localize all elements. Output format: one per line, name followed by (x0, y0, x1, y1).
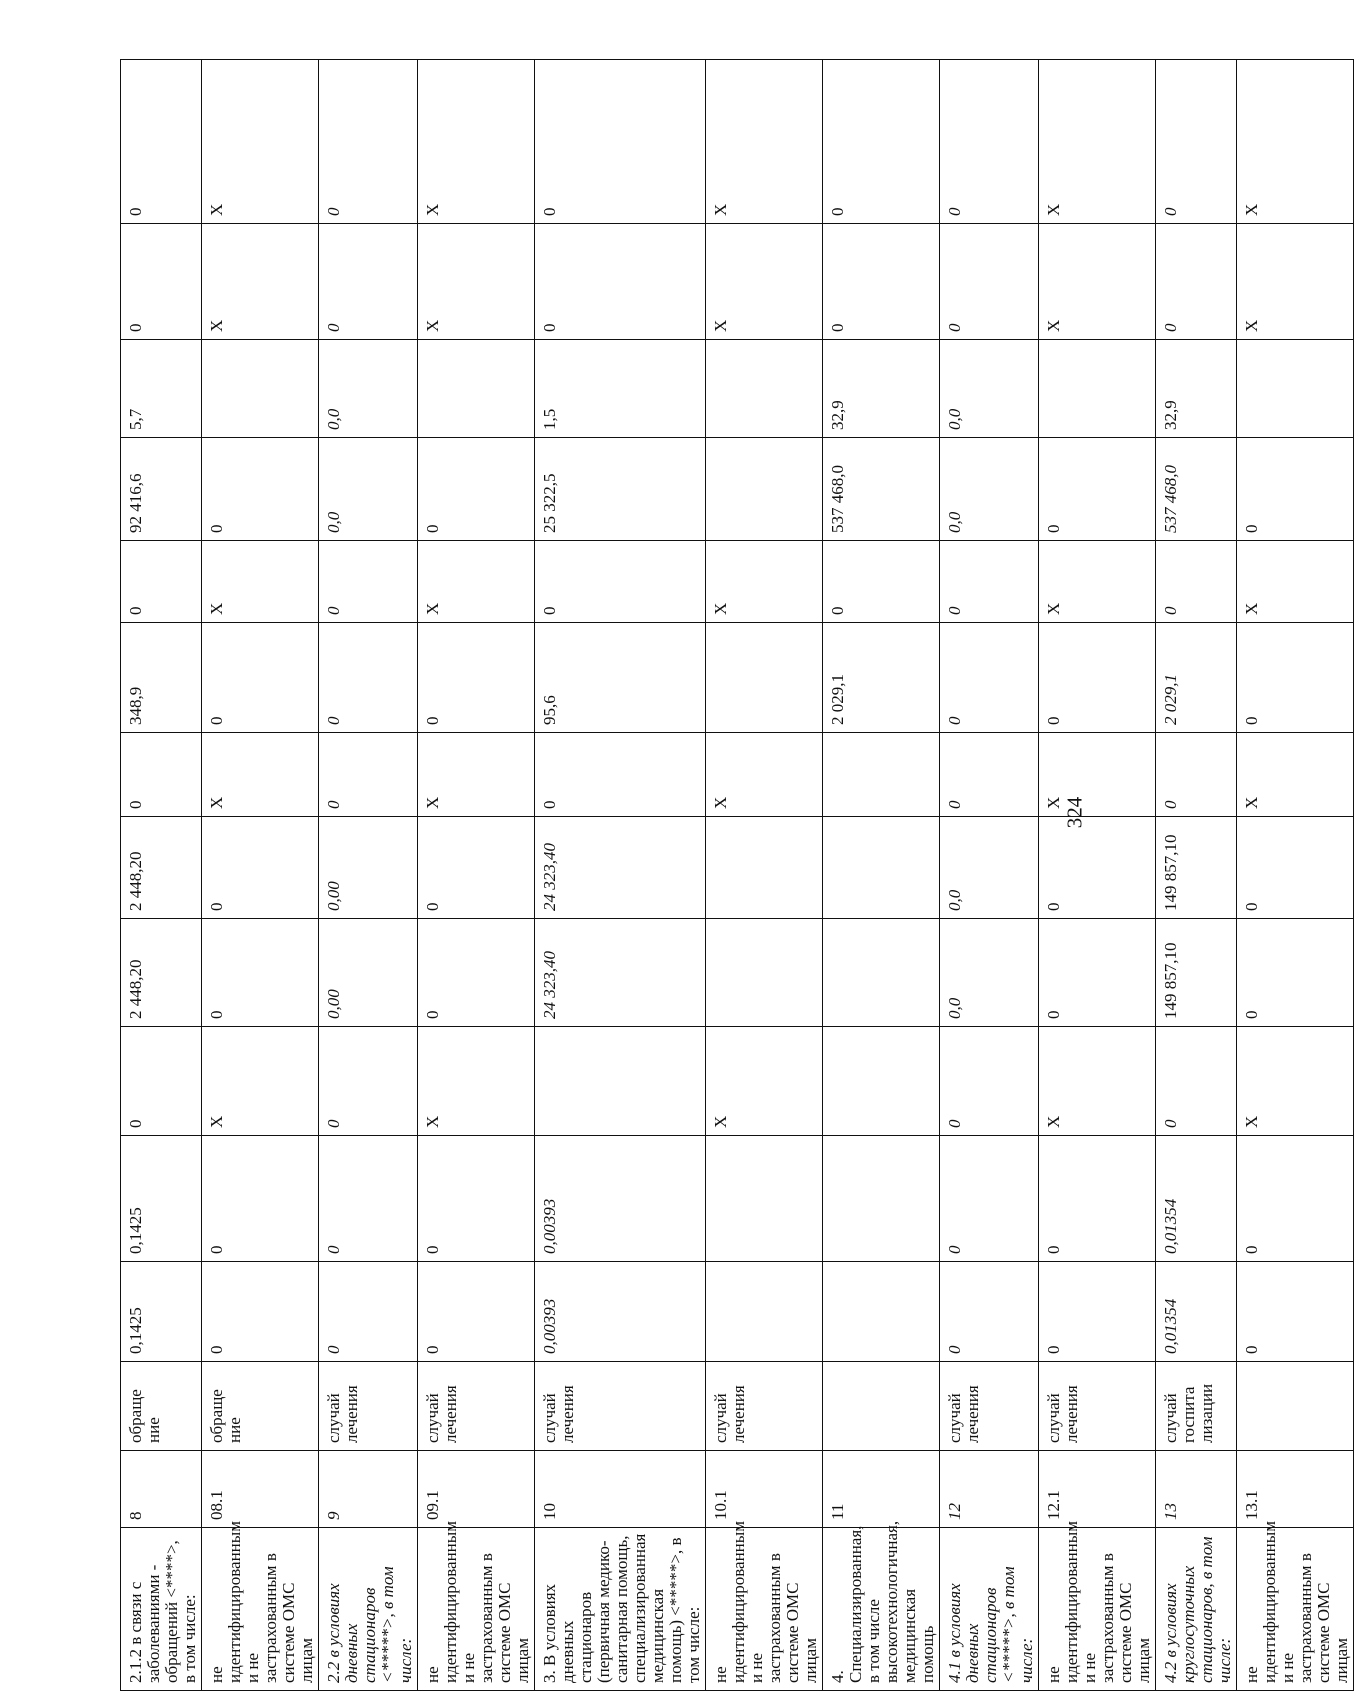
value-cell: 5,7 (121, 340, 202, 438)
value-cell: 537 468,0 (1156, 438, 1237, 541)
value-cell: X (1237, 541, 1354, 623)
value-cell: 0 (940, 1027, 1039, 1136)
value-cell (706, 438, 823, 541)
value-cell: 0 (1156, 60, 1237, 224)
value-cell: X (202, 1027, 319, 1136)
table-row (1237, 60, 1354, 1691)
table-row (823, 60, 940, 1691)
value-cell: 0 (1039, 623, 1156, 733)
value-cell: 92 416,6 (121, 438, 202, 541)
value-cell (202, 340, 319, 438)
value-cell: X (418, 733, 535, 817)
row-label-cell: 2.2 в условиях дневных стационаров <*****>, в том числе: (319, 1528, 418, 1691)
unit-cell: обраще ние (121, 1362, 202, 1451)
value-cell: 0,1425 (121, 1136, 202, 1262)
value-cell: 0 (121, 60, 202, 224)
value-cell: X (706, 60, 823, 224)
value-cell: X (706, 1027, 823, 1136)
value-cell: 0 (940, 623, 1039, 733)
value-cell: 0 (1156, 1027, 1237, 1136)
row-label-cell: 4.2 в условиях круглосуточных стационаров, в том числе: (1156, 1528, 1237, 1691)
value-cell: 0,01354 (1156, 1262, 1237, 1362)
value-cell: 0 (1039, 1262, 1156, 1362)
value-cell (823, 919, 940, 1027)
unit-cell (823, 1362, 940, 1451)
value-cell: X (1039, 60, 1156, 224)
unit-cell (1237, 1362, 1354, 1451)
page-number (1055, 776, 1095, 846)
row-number-cell: 13.1 (1237, 1451, 1354, 1528)
value-cell: 0 (535, 224, 706, 340)
value-cell (823, 1136, 940, 1262)
value-cell: 0 (418, 1262, 535, 1362)
value-cell (706, 1262, 823, 1362)
value-cell: 0,00393 (535, 1136, 706, 1262)
value-cell: 95,6 (535, 623, 706, 733)
value-cell: 0 (319, 541, 418, 623)
value-cell: X (706, 733, 823, 817)
value-cell: X (1039, 1027, 1156, 1136)
unit-cell: случай лечения (706, 1362, 823, 1451)
unit-cell: обраще ние (202, 1362, 319, 1451)
value-cell: 149 857,10 (1156, 817, 1237, 919)
value-cell: 0,0 (940, 340, 1039, 438)
value-cell: X (706, 541, 823, 623)
value-cell: 0,00 (319, 919, 418, 1027)
unit-cell: случай лечения (418, 1362, 535, 1451)
value-cell (1039, 340, 1156, 438)
value-cell: 0 (940, 224, 1039, 340)
value-cell: 0 (319, 1262, 418, 1362)
table-row (121, 60, 202, 1691)
value-cell: 0 (940, 733, 1039, 817)
table-body (121, 60, 1354, 1691)
value-cell (1237, 340, 1354, 438)
table-row (940, 60, 1039, 1691)
value-cell: X (418, 541, 535, 623)
value-cell (823, 733, 940, 817)
value-cell (535, 1027, 706, 1136)
value-cell: 0 (1039, 438, 1156, 541)
unit-cell: случай лечения (319, 1362, 418, 1451)
value-cell: X (1237, 1027, 1354, 1136)
value-cell: 0 (202, 623, 319, 733)
value-cell: 0 (319, 1027, 418, 1136)
value-cell: 0 (1039, 919, 1156, 1027)
table-row (535, 60, 706, 1691)
value-cell: 0 (202, 919, 319, 1027)
value-cell: 0 (319, 623, 418, 733)
unit-cell: случай лечения (535, 1362, 706, 1451)
value-cell: 0 (823, 224, 940, 340)
value-cell: 0 (823, 541, 940, 623)
value-cell: 0 (202, 817, 319, 919)
value-cell (823, 1262, 940, 1362)
value-cell: 0,00393 (535, 1262, 706, 1362)
value-cell: 2 029,1 (1156, 623, 1237, 733)
data-table (120, 59, 1354, 1691)
unit-cell: случай лечения (1039, 1362, 1156, 1451)
table-row (202, 60, 319, 1691)
value-cell: 0 (1039, 817, 1156, 919)
value-cell: 0 (1237, 1136, 1354, 1262)
value-cell (706, 623, 823, 733)
value-cell (706, 340, 823, 438)
value-cell: 0 (940, 541, 1039, 623)
value-cell: 24 323,40 (535, 817, 706, 919)
value-cell: 0 (319, 224, 418, 340)
value-cell (823, 817, 940, 919)
value-cell: X (1237, 224, 1354, 340)
row-label-cell: не идентифицированным и не застрахованным в системе ОМС лицам (1039, 1528, 1156, 1691)
value-cell: 0 (1156, 224, 1237, 340)
value-cell: 0,0 (319, 340, 418, 438)
row-label-cell: не идентифицированным и не застрахованным в системе ОМС лицам (202, 1528, 319, 1691)
value-cell: 0,0 (319, 438, 418, 541)
row-number-cell: 10 (535, 1451, 706, 1528)
value-cell: 0 (418, 1136, 535, 1262)
value-cell: 25 322,5 (535, 438, 706, 541)
value-cell: 0,0 (940, 817, 1039, 919)
row-number-cell: 10.1 (706, 1451, 823, 1528)
value-cell: 537 468,0 (823, 438, 940, 541)
value-cell: X (1039, 541, 1156, 623)
value-cell: 0 (121, 733, 202, 817)
value-cell (706, 1136, 823, 1262)
value-cell: 0 (940, 1262, 1039, 1362)
value-cell: 0,01354 (1156, 1136, 1237, 1262)
value-cell: 0 (823, 60, 940, 224)
value-cell: 0 (1156, 733, 1237, 817)
value-cell: 32,9 (1156, 340, 1237, 438)
value-cell: X (1039, 224, 1156, 340)
value-cell: 0 (418, 623, 535, 733)
value-cell: X (202, 224, 319, 340)
row-number-cell: 11 (823, 1451, 940, 1528)
row-label-cell: не идентифицированным и не застрахованным в системе ОМС лицам (706, 1528, 823, 1691)
value-cell: 0 (535, 733, 706, 817)
value-cell: 0 (1237, 1262, 1354, 1362)
value-cell: 0 (1237, 817, 1354, 919)
table-row (1039, 60, 1156, 1691)
row-number-cell: 8 (121, 1451, 202, 1528)
value-cell: X (1237, 733, 1354, 817)
table-row (1156, 60, 1237, 1691)
value-cell: 0,0 (940, 438, 1039, 541)
value-cell (706, 817, 823, 919)
row-label-cell: 4. Специализированная, в том числе высокотехнологичная, медицинская помощь (823, 1528, 940, 1691)
row-label-cell: 2.1.2 в связи с заболеваниями - обращений <****>, в том числе: (121, 1528, 202, 1691)
value-cell (706, 919, 823, 1027)
value-cell: 0 (1156, 541, 1237, 623)
value-cell: 0 (535, 541, 706, 623)
value-cell: 0 (418, 817, 535, 919)
row-number-cell: 12 (940, 1451, 1039, 1528)
value-cell: 32,9 (823, 340, 940, 438)
value-cell (823, 1027, 940, 1136)
value-cell: 0 (202, 438, 319, 541)
value-cell: 0 (202, 1262, 319, 1362)
value-cell: 0 (418, 919, 535, 1027)
value-cell: 0 (1237, 438, 1354, 541)
value-cell: X (418, 224, 535, 340)
row-label-cell: не идентифицированным и не застрахованным в системе ОМС лицам (1237, 1528, 1354, 1691)
value-cell (418, 340, 535, 438)
value-cell: X (1039, 733, 1156, 817)
value-cell: 0 (1039, 1136, 1156, 1262)
value-cell: 1,5 (535, 340, 706, 438)
value-cell: 0,00 (319, 817, 418, 919)
value-cell: 0,0 (940, 919, 1039, 1027)
value-cell: X (418, 1027, 535, 1136)
value-cell: 0 (319, 733, 418, 817)
row-number-cell: 12.1 (1039, 1451, 1156, 1528)
value-cell: 0 (121, 541, 202, 623)
value-cell: 0 (940, 1136, 1039, 1262)
row-number-cell: 13 (1156, 1451, 1237, 1528)
value-cell: 149 857,10 (1156, 919, 1237, 1027)
page-number-text: 324 (1062, 796, 1087, 829)
value-cell: X (202, 541, 319, 623)
row-label-cell: не идентифицированным и не застрахованным в системе ОМС лицам (418, 1528, 535, 1691)
value-cell: 0 (121, 224, 202, 340)
value-cell: 24 323,40 (535, 919, 706, 1027)
value-cell: X (418, 60, 535, 224)
value-cell: 0 (1237, 623, 1354, 733)
value-cell: 0 (121, 1027, 202, 1136)
value-cell: 0 (1237, 919, 1354, 1027)
value-cell: X (202, 60, 319, 224)
value-cell: X (706, 224, 823, 340)
row-number-cell: 9 (319, 1451, 418, 1528)
value-cell: 2 448,20 (121, 817, 202, 919)
value-cell: 2 029,1 (823, 623, 940, 733)
value-cell: 2 448,20 (121, 919, 202, 1027)
unit-cell: случай лечения (940, 1362, 1039, 1451)
value-cell: 0 (418, 438, 535, 541)
value-cell: 0 (202, 1136, 319, 1262)
row-number-cell: 08.1 (202, 1451, 319, 1528)
table-row (418, 60, 535, 1691)
row-label-cell: 4.1 в условиях дневных стационаров <*****>, в том числе: (940, 1528, 1039, 1691)
value-cell: 0 (940, 60, 1039, 224)
value-cell: 0 (535, 60, 706, 224)
unit-cell: случай госпита лизации (1156, 1362, 1237, 1451)
value-cell: 348,9 (121, 623, 202, 733)
value-cell: X (202, 733, 319, 817)
value-cell: 0,1425 (121, 1262, 202, 1362)
row-label-cell: 3. В условиях дневных стационаров (первичная медико-санитарная помощь, специализированная медицинская помощь) <*****>, в том числе: (535, 1528, 706, 1691)
row-number-cell: 09.1 (418, 1451, 535, 1528)
value-cell: X (1237, 60, 1354, 224)
table-row (706, 60, 823, 1691)
value-cell: 0 (319, 60, 418, 224)
rotated-table-sheet (120, 60, 1351, 1691)
table-row (319, 60, 418, 1691)
value-cell: 0 (319, 1136, 418, 1262)
